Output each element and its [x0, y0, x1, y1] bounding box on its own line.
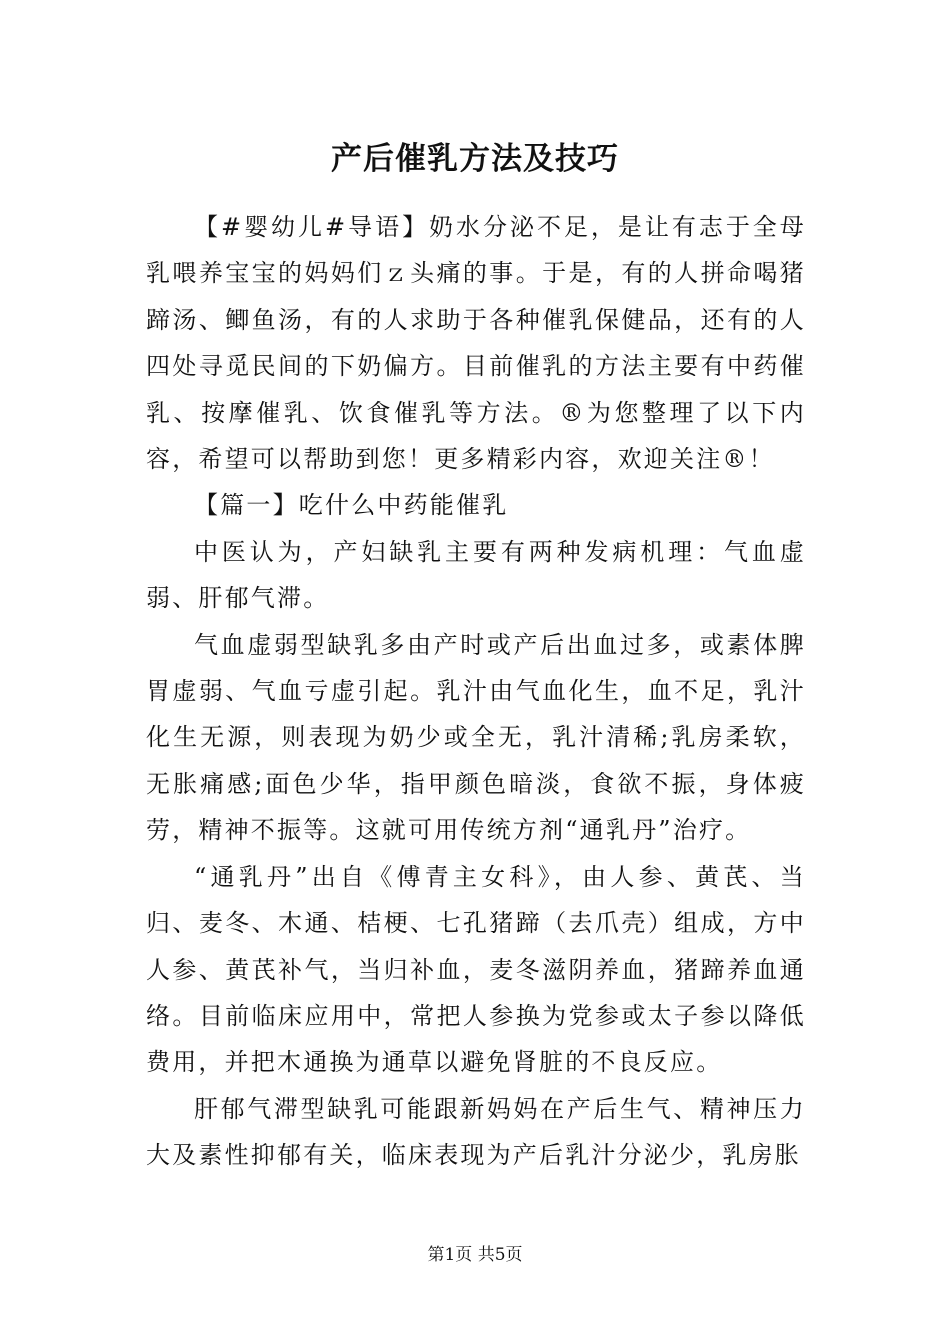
- document-body: [146, 204, 806, 1179]
- section-heading: 【篇一】吃什么中药能催乳: [194, 491, 509, 520]
- intro-paragraph: 【#婴幼儿#导语】奶水分泌不足，是让有志于全母乳喂养宝宝的妈妈们ｚ头痛的事。于是，有的人拼命喝猪蹄汤、鲫鱼汤，有的人求助于各种催乳保健品，还有的人四处寻觅民间的下奶偏方。目前催乳的方法主要有中药催乳、按摩催乳、饮食催乳等方法。®为您整理了以下内容，希望可以帮助到您！更多精彩内容，欢迎关注®！: [146, 213, 806, 474]
- body-paragraph: 气血虚弱型缺乳多由产时或产后出血过多，或素体脾胃虚弱、气血亏虚引起。乳汁由气血化生，血不足，乳汁化生无源，则表现为奶少或全无，乳汁清稀;乳房柔软，无胀痛感;面色少华，指甲颜色暗淡，食欲不振，身体疲劳，精神不振等。这就可用传统方剂“通乳丹”治疗。: [146, 630, 806, 845]
- body-paragraph: 肝郁气滞型缺乳可能跟新妈妈在产后生气、精神压力大及素性抑郁有关，临床表现为产后乳汁分泌少，乳房胀: [146, 1094, 806, 1170]
- document-title: 产后催乳方法及技巧: [331, 141, 619, 177]
- body-paragraph: 中医认为，产妇缺乳主要有两种发病机理：气血虚弱、肝郁气滞。: [146, 537, 806, 613]
- body-paragraph: “通乳丹”出自《傅青主女科》，由人参、黄芪、当归、麦冬、木通、桔梗、七孔猪蹄（去爪壳）组成，方中人参、黄芪补气，当归补血，麦冬滋阴养血，猪蹄养血通络。目前临床应用中，常把人参换为党参或太子参以降低费用，并把木通换为通草以避免肾脏的不良反应。: [146, 862, 806, 1077]
- page-footer: 第1页 共5页: [427, 1245, 523, 1265]
